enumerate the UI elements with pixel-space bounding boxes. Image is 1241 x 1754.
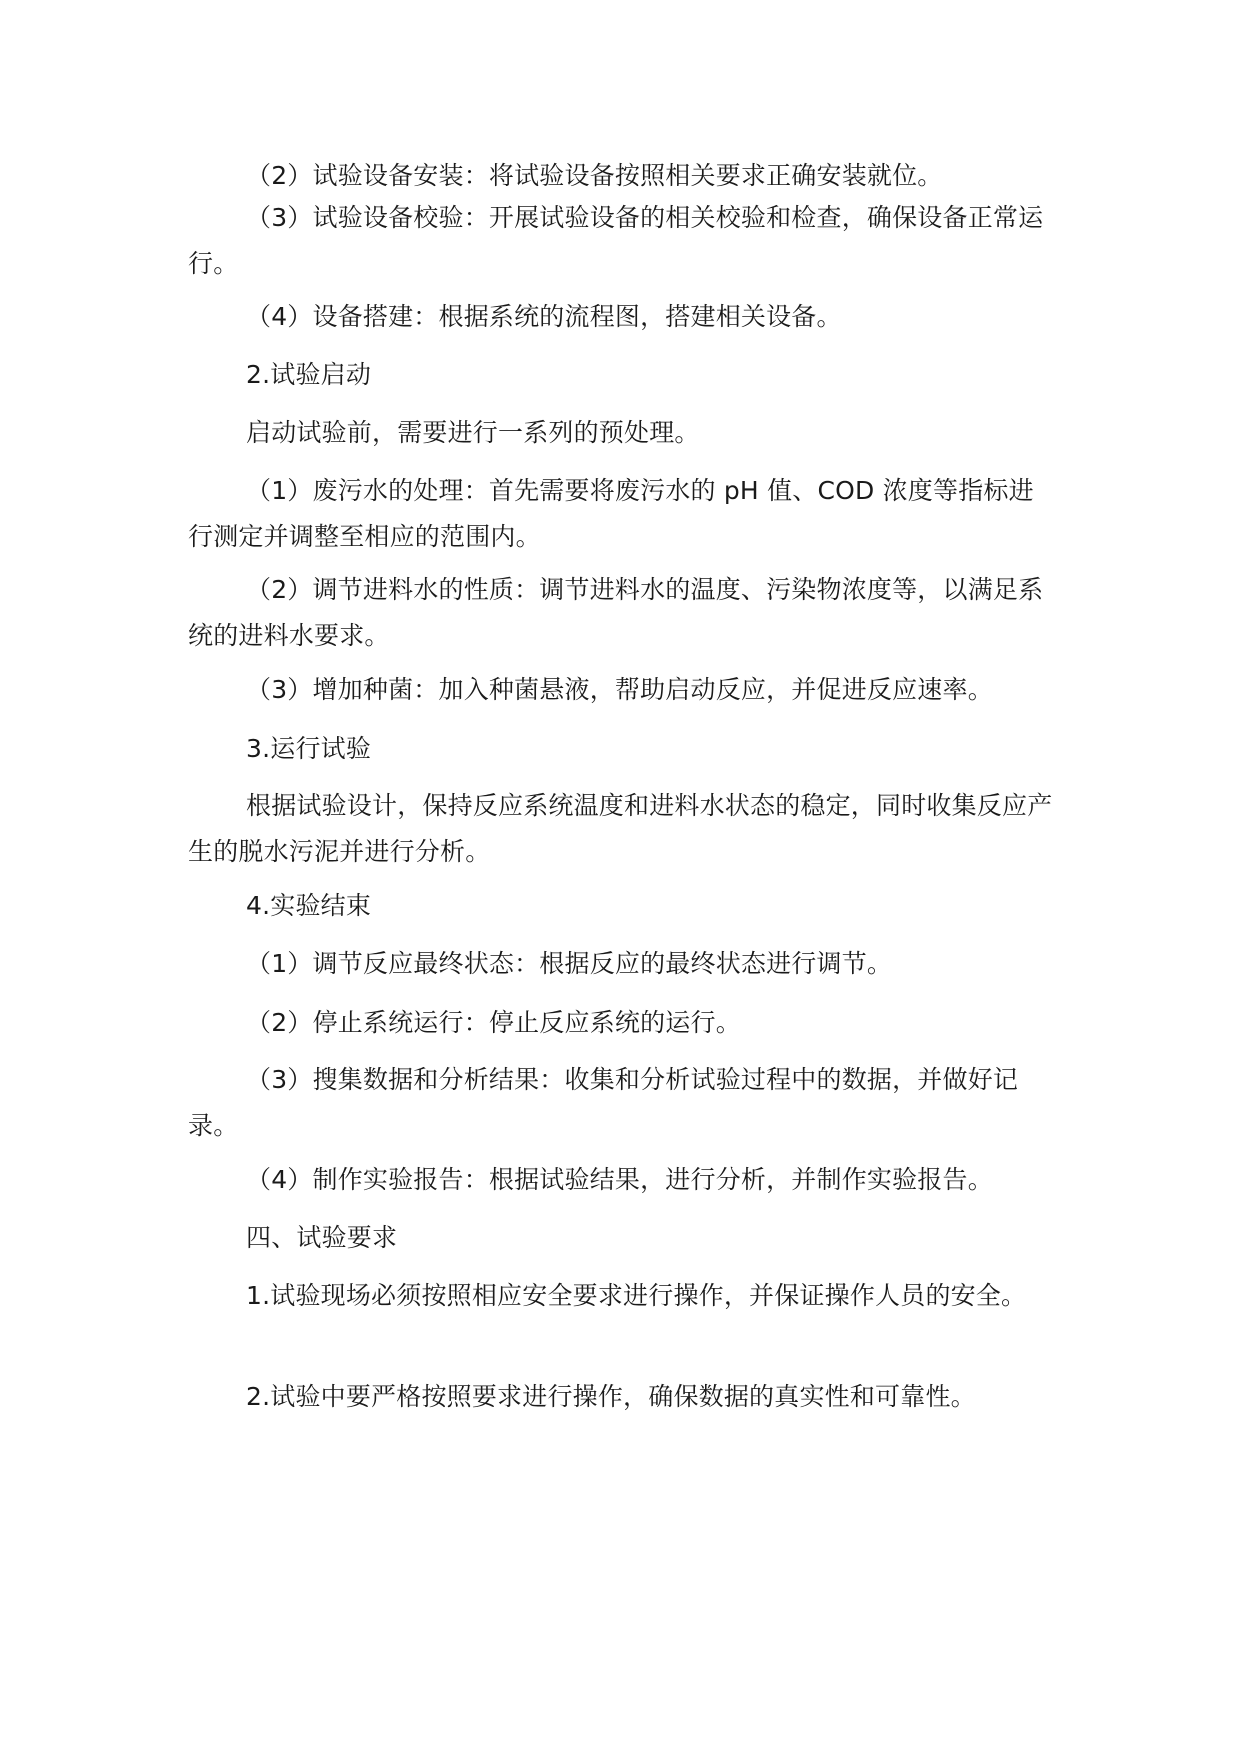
paragraph-data-collection: （3）搜集数据和分析结果：收集和分析试验过程中的数据，并做好记录。 — [188, 1065, 1019, 1140]
paragraph-stop-system: （2）停止系统运行：停止反应系统的运行。 — [246, 1008, 741, 1037]
heading-test-requirements: 四、试验要求 — [246, 1223, 398, 1252]
paragraph-pretreatment-intro: 启动试验前，需要进行一系列的预处理。 — [246, 418, 700, 447]
heading-experiment-end: 4.实验结束 — [246, 891, 372, 920]
paragraph-experiment-report: （4）制作实验报告：根据试验结果，进行分析，并制作实验报告。 — [246, 1165, 993, 1194]
paragraph-final-state-adjustment: （1）调节反应最终状态：根据反应的最终状态进行调节。 — [246, 949, 893, 978]
heading-test-start: 2.试验启动 — [246, 360, 372, 389]
paragraph-equipment-setup: （4）设备搭建：根据系统的流程图，搭建相关设备。 — [246, 302, 842, 331]
paragraph-feed-water-adjustment: （2）调节进料水的性质：调节进料水的温度、污染物浓度等，以满足系统的进料水要求。 — [188, 575, 1044, 650]
paragraph-inoculation: （3）增加种菌：加入种菌悬液，帮助启动反应，并促进反应速率。 — [246, 675, 993, 704]
paragraph-equipment-calibration: （3）试验设备校验：开展试验设备的相关校验和检查，确保设备正常运行。 — [188, 203, 1044, 278]
paragraph-run-test-body: 根据试验设计，保持反应系统温度和进料水状态的稳定，同时收集反应产生的脱水污泥并进行分析。 — [188, 791, 1053, 866]
paragraph-equipment-installation: （2）试验设备安装：将试验设备按照相关要求正确安装就位。 — [246, 161, 943, 190]
paragraph-safety-requirement: 1.试验现场必须按照相应安全要求进行操作，并保证操作人员的安全。 — [246, 1281, 1027, 1310]
paragraph-wastewater-treatment: （1）废污水的处理：首先需要将废污水的 pH 值、COD 浓度等指标进行测定并调整至相应的范围内。 — [188, 476, 1034, 551]
paragraph-data-reliability: 2.试验中要严格按照要求进行操作，确保数据的真实性和可靠性。 — [246, 1382, 976, 1411]
heading-run-test: 3.运行试验 — [246, 734, 372, 763]
